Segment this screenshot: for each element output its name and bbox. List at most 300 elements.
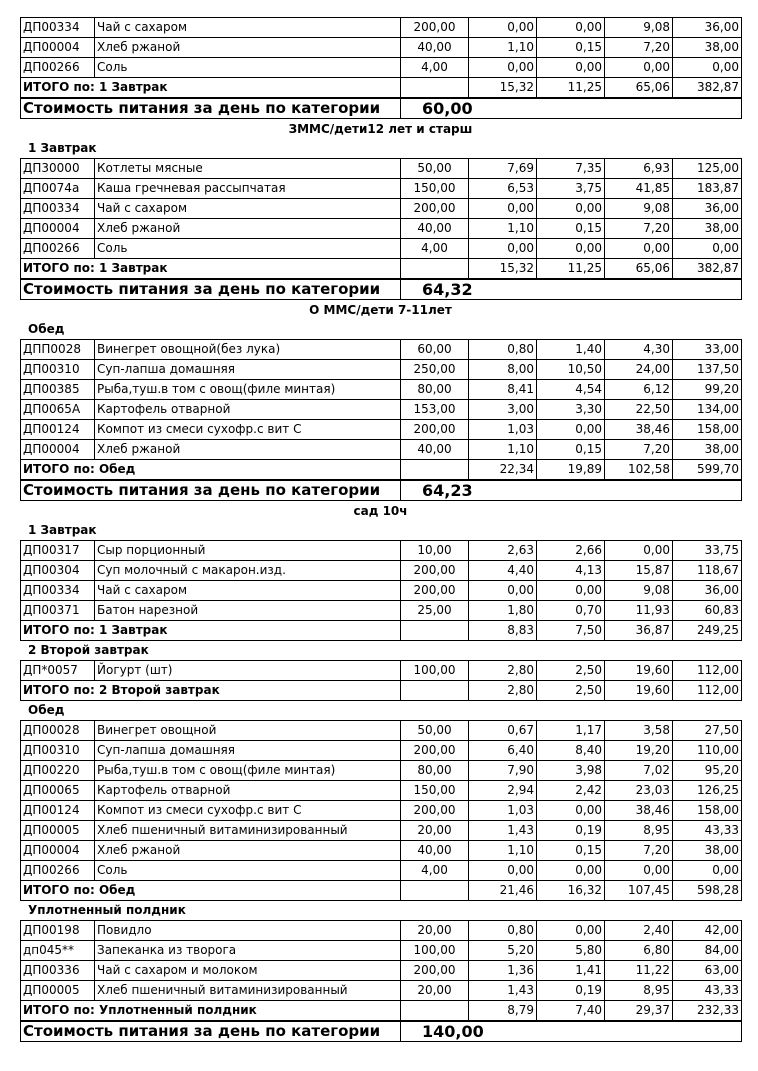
meal-title: Обед [28, 322, 65, 336]
portion-cell: 200,00 [401, 961, 469, 981]
dish-name: Соль [95, 58, 401, 78]
portion-cell: 60,00 [401, 340, 469, 360]
portion-cell: 50,00 [401, 721, 469, 741]
carbs-cell: 6,12 [605, 380, 673, 400]
kcal-cell: 63,00 [673, 961, 742, 981]
category-section [20, 119, 741, 300]
fats-cell: 4,13 [537, 561, 605, 581]
kcal-cell: 43,33 [673, 981, 742, 1001]
fats-cell: 2,42 [537, 781, 605, 801]
portion-cell: 100,00 [401, 661, 469, 681]
kcal-cell: 0,00 [673, 58, 742, 78]
daily-cost-value: 140,00 [401, 1022, 742, 1042]
table-row [21, 440, 742, 460]
table-row [21, 219, 742, 239]
total-carbs: 36,87 [605, 621, 673, 641]
category-section [20, 17, 741, 119]
fats-cell: 5,80 [537, 941, 605, 961]
proteins-cell: 1,80 [469, 601, 537, 621]
dish-code: ДП00004 [21, 841, 95, 861]
carbs-cell: 8,95 [605, 821, 673, 841]
proteins-cell: 2,94 [469, 781, 537, 801]
kcal-cell: 183,87 [673, 179, 742, 199]
meal-title: Уплотненный полдник [28, 903, 186, 917]
portion-cell: 4,00 [401, 58, 469, 78]
fats-cell: 0,00 [537, 199, 605, 219]
total-row [21, 881, 742, 901]
total-carbs: 102,58 [605, 460, 673, 480]
dish-name: Соль [95, 861, 401, 881]
proteins-cell: 2,80 [469, 661, 537, 681]
table-row [21, 18, 742, 38]
carbs-cell: 19,60 [605, 661, 673, 681]
dish-code: ДП*0057 [21, 661, 95, 681]
carbs-cell: 9,08 [605, 18, 673, 38]
fats-cell: 10,50 [537, 360, 605, 380]
carbs-cell: 3,58 [605, 721, 673, 741]
proteins-cell: 1,10 [469, 219, 537, 239]
dish-code: ДП30000 [21, 159, 95, 179]
meal-table [20, 660, 742, 701]
portion-cell: 25,00 [401, 601, 469, 621]
portion-cell: 80,00 [401, 761, 469, 781]
kcal-cell: 60,83 [673, 601, 742, 621]
daily-cost-row [21, 1022, 742, 1042]
fats-cell: 7,35 [537, 159, 605, 179]
daily-cost-value: 60,00 [401, 99, 742, 119]
carbs-cell: 11,93 [605, 601, 673, 621]
portion-cell: 200,00 [401, 420, 469, 440]
meal-title: 1 Завтрак [28, 141, 97, 155]
table-row [21, 581, 742, 601]
portion-cell: 4,00 [401, 861, 469, 881]
dish-name: Чай с сахаром [95, 581, 401, 601]
fats-cell: 0,00 [537, 921, 605, 941]
table-row [21, 841, 742, 861]
carbs-cell: 7,20 [605, 219, 673, 239]
dish-code: дп045** [21, 941, 95, 961]
total-row [21, 681, 742, 701]
meal-title: 1 Завтрак [28, 523, 97, 537]
portion-cell: 80,00 [401, 380, 469, 400]
carbs-cell: 23,03 [605, 781, 673, 801]
kcal-cell: 27,50 [673, 721, 742, 741]
dish-code: ДП00310 [21, 360, 95, 380]
kcal-cell: 38,00 [673, 841, 742, 861]
total-fats: 19,89 [537, 460, 605, 480]
dish-code: ДП00304 [21, 561, 95, 581]
kcal-cell: 36,00 [673, 199, 742, 219]
dish-code: ДПП0028 [21, 340, 95, 360]
fats-cell: 3,30 [537, 400, 605, 420]
kcal-cell: 110,00 [673, 741, 742, 761]
dish-name: Картофель отварной [95, 400, 401, 420]
fats-cell: 0,00 [537, 18, 605, 38]
carbs-cell: 7,20 [605, 841, 673, 861]
kcal-cell: 158,00 [673, 801, 742, 821]
dish-code: ДП00317 [21, 541, 95, 561]
dish-name: Хлеб ржаной [95, 38, 401, 58]
fats-cell: 0,00 [537, 58, 605, 78]
portion-cell: 40,00 [401, 219, 469, 239]
total-portion-empty [401, 881, 469, 901]
proteins-cell: 7,69 [469, 159, 537, 179]
fats-cell: 3,98 [537, 761, 605, 781]
dish-name: Компот из смеси сухофр.с вит С [95, 420, 401, 440]
total-row [21, 259, 742, 279]
dish-code: ДП00336 [21, 961, 95, 981]
total-row [21, 460, 742, 480]
table-row [21, 239, 742, 259]
proteins-cell: 1,03 [469, 801, 537, 821]
table-row [21, 199, 742, 219]
proteins-cell: 0,00 [469, 861, 537, 881]
daily-cost-table [20, 1021, 742, 1042]
fats-cell: 0,00 [537, 581, 605, 601]
fats-cell: 3,75 [537, 179, 605, 199]
dish-name: Хлеб пшеничный витаминизированный [95, 821, 401, 841]
kcal-cell: 112,00 [673, 661, 742, 681]
dish-code: ДП00198 [21, 921, 95, 941]
dish-name: Запеканка из творога [95, 941, 401, 961]
total-kcal: 249,25 [673, 621, 742, 641]
carbs-cell: 0,00 [605, 239, 673, 259]
total-label: ИТОГО по: Обед [21, 460, 401, 480]
dish-name: Хлеб пшеничный витаминизированный [95, 981, 401, 1001]
total-portion-empty [401, 1001, 469, 1021]
carbs-cell: 4,30 [605, 340, 673, 360]
proteins-cell: 1,03 [469, 420, 537, 440]
fats-cell: 0,00 [537, 801, 605, 821]
table-row [21, 360, 742, 380]
table-row [21, 179, 742, 199]
total-row [21, 78, 742, 98]
fats-cell: 0,19 [537, 821, 605, 841]
dish-name: Батон нарезной [95, 601, 401, 621]
daily-cost-label: Стоимость питания за день по категории [21, 1022, 401, 1042]
table-row [21, 961, 742, 981]
fats-cell: 0,00 [537, 420, 605, 440]
category-section [20, 501, 741, 1042]
carbs-cell: 38,46 [605, 420, 673, 440]
portion-cell: 20,00 [401, 821, 469, 841]
kcal-cell: 0,00 [673, 861, 742, 881]
proteins-cell: 0,00 [469, 199, 537, 219]
dish-name: Суп-лапша домашняя [95, 360, 401, 380]
category-title: ЗММС/дети12 лет и старш [288, 122, 473, 136]
table-row [21, 400, 742, 420]
dish-name: Компот из смеси сухофр.с вит С [95, 801, 401, 821]
table-row [21, 721, 742, 741]
carbs-cell: 9,08 [605, 581, 673, 601]
kcal-cell: 36,00 [673, 581, 742, 601]
portion-cell: 50,00 [401, 159, 469, 179]
total-kcal: 382,87 [673, 259, 742, 279]
kcal-cell: 36,00 [673, 18, 742, 38]
carbs-cell: 22,50 [605, 400, 673, 420]
total-fats: 7,50 [537, 621, 605, 641]
carbs-cell: 15,87 [605, 561, 673, 581]
dish-code: ДП00004 [21, 38, 95, 58]
proteins-cell: 1,36 [469, 961, 537, 981]
total-proteins: 21,46 [469, 881, 537, 901]
dish-code: ДП0065А [21, 400, 95, 420]
proteins-cell: 6,40 [469, 741, 537, 761]
table-row [21, 801, 742, 821]
dish-name: Хлеб ржаной [95, 841, 401, 861]
table-row [21, 761, 742, 781]
table-row [21, 661, 742, 681]
kcal-cell: 126,25 [673, 781, 742, 801]
total-kcal: 598,28 [673, 881, 742, 901]
fats-cell: 8,40 [537, 741, 605, 761]
table-row [21, 58, 742, 78]
fats-cell: 1,41 [537, 961, 605, 981]
fats-cell: 0,70 [537, 601, 605, 621]
fats-cell: 0,15 [537, 841, 605, 861]
table-row [21, 159, 742, 179]
portion-cell: 10,00 [401, 541, 469, 561]
carbs-cell: 7,20 [605, 440, 673, 460]
carbs-cell: 0,00 [605, 541, 673, 561]
dish-code: ДП00310 [21, 741, 95, 761]
total-proteins: 15,32 [469, 259, 537, 279]
fats-cell: 0,00 [537, 861, 605, 881]
kcal-cell: 99,20 [673, 380, 742, 400]
total-kcal: 382,87 [673, 78, 742, 98]
dish-name: Чай с сахаром [95, 18, 401, 38]
table-row [21, 741, 742, 761]
dish-name: Сыр порционный [95, 541, 401, 561]
daily-cost-table [20, 279, 742, 300]
table-row [21, 38, 742, 58]
portion-cell: 4,00 [401, 239, 469, 259]
proteins-cell: 0,00 [469, 18, 537, 38]
portion-cell: 200,00 [401, 801, 469, 821]
carbs-cell: 2,40 [605, 921, 673, 941]
carbs-cell: 6,80 [605, 941, 673, 961]
total-portion-empty [401, 259, 469, 279]
total-kcal: 232,33 [673, 1001, 742, 1021]
dish-code: ДП0074а [21, 179, 95, 199]
proteins-cell: 0,80 [469, 921, 537, 941]
carbs-cell: 19,20 [605, 741, 673, 761]
table-row [21, 941, 742, 961]
proteins-cell: 8,00 [469, 360, 537, 380]
portion-cell: 100,00 [401, 941, 469, 961]
portion-cell: 150,00 [401, 179, 469, 199]
dish-name: Чай с сахаром и молоком [95, 961, 401, 981]
table-row [21, 921, 742, 941]
total-fats: 16,32 [537, 881, 605, 901]
kcal-cell: 95,20 [673, 761, 742, 781]
kcal-cell: 84,00 [673, 941, 742, 961]
proteins-cell: 6,53 [469, 179, 537, 199]
category-section [20, 300, 741, 501]
dish-code: ДП00124 [21, 801, 95, 821]
table-row [21, 601, 742, 621]
daily-cost-label: Стоимость питания за день по категории [21, 99, 401, 119]
total-proteins: 22,34 [469, 460, 537, 480]
total-proteins: 8,83 [469, 621, 537, 641]
fats-cell: 1,17 [537, 721, 605, 741]
kcal-cell: 33,00 [673, 340, 742, 360]
daily-cost-row [21, 280, 742, 300]
kcal-cell: 0,00 [673, 239, 742, 259]
dish-code: ДП00004 [21, 219, 95, 239]
dish-name: Чай с сахаром [95, 199, 401, 219]
kcal-cell: 38,00 [673, 219, 742, 239]
meal-table [20, 540, 742, 641]
daily-cost-label: Стоимость питания за день по категории [21, 481, 401, 501]
proteins-cell: 1,10 [469, 841, 537, 861]
proteins-cell: 1,43 [469, 821, 537, 841]
table-row [21, 380, 742, 400]
total-fats: 7,40 [537, 1001, 605, 1021]
carbs-cell: 7,02 [605, 761, 673, 781]
table-row [21, 420, 742, 440]
kcal-cell: 134,00 [673, 400, 742, 420]
carbs-cell: 6,93 [605, 159, 673, 179]
dish-name: Йогурт (шт) [95, 661, 401, 681]
total-carbs: 107,45 [605, 881, 673, 901]
daily-cost-table [20, 480, 742, 501]
dish-code: ДП00334 [21, 199, 95, 219]
total-label: ИТОГО по: 1 Завтрак [21, 78, 401, 98]
proteins-cell: 0,00 [469, 239, 537, 259]
proteins-cell: 0,80 [469, 340, 537, 360]
carbs-cell: 11,22 [605, 961, 673, 981]
dish-code: ДП00005 [21, 981, 95, 1001]
portion-cell: 200,00 [401, 199, 469, 219]
meal-table [20, 158, 742, 279]
carbs-cell: 0,00 [605, 58, 673, 78]
fats-cell: 2,50 [537, 661, 605, 681]
category-title: сад 10ч [353, 504, 408, 518]
carbs-cell: 0,00 [605, 861, 673, 881]
total-fats: 11,25 [537, 78, 605, 98]
carbs-cell: 24,00 [605, 360, 673, 380]
proteins-cell: 1,10 [469, 440, 537, 460]
meal-title: Обед [28, 703, 65, 717]
meal-title: 2 Второй завтрак [28, 643, 149, 657]
dish-code: ДП00220 [21, 761, 95, 781]
proteins-cell: 7,90 [469, 761, 537, 781]
dish-name: Рыба,туш.в том с овощ(филе минтая) [95, 380, 401, 400]
total-portion-empty [401, 460, 469, 480]
table-row [21, 340, 742, 360]
kcal-cell: 38,00 [673, 38, 742, 58]
table-row [21, 981, 742, 1001]
dish-name: Рыба,туш.в том с овощ(филе минтая) [95, 761, 401, 781]
dish-code: ДП00266 [21, 239, 95, 259]
table-row [21, 781, 742, 801]
portion-cell: 200,00 [401, 741, 469, 761]
dish-name: Картофель отварной [95, 781, 401, 801]
dish-name: Винегрет овощной [95, 721, 401, 741]
dish-name: Котлеты мясные [95, 159, 401, 179]
fats-cell: 0,15 [537, 440, 605, 460]
total-portion-empty [401, 681, 469, 701]
kcal-cell: 158,00 [673, 420, 742, 440]
meal-table [20, 920, 742, 1021]
total-label: ИТОГО по: Обед [21, 881, 401, 901]
total-label: ИТОГО по: 1 Завтрак [21, 621, 401, 641]
total-carbs: 65,06 [605, 78, 673, 98]
proteins-cell: 1,43 [469, 981, 537, 1001]
menu-report [20, 17, 741, 1042]
fats-cell: 0,00 [537, 239, 605, 259]
total-carbs: 29,37 [605, 1001, 673, 1021]
proteins-cell: 0,67 [469, 721, 537, 741]
dish-name: Суп-лапша домашняя [95, 741, 401, 761]
total-row [21, 621, 742, 641]
kcal-cell: 137,50 [673, 360, 742, 380]
portion-cell: 250,00 [401, 360, 469, 380]
dish-code: ДП00124 [21, 420, 95, 440]
fats-cell: 1,40 [537, 340, 605, 360]
portion-cell: 153,00 [401, 400, 469, 420]
proteins-cell: 0,00 [469, 58, 537, 78]
daily-cost-value: 64,32 [401, 280, 742, 300]
kcal-cell: 33,75 [673, 541, 742, 561]
dish-code: ДП00065 [21, 781, 95, 801]
dish-code: ДП00334 [21, 581, 95, 601]
total-portion-empty [401, 621, 469, 641]
total-row [21, 1001, 742, 1021]
fats-cell: 2,66 [537, 541, 605, 561]
category-title: О ММС/дети 7-11лет [309, 303, 452, 317]
proteins-cell: 5,20 [469, 941, 537, 961]
daily-cost-row [21, 99, 742, 119]
portion-cell: 150,00 [401, 781, 469, 801]
proteins-cell: 0,00 [469, 581, 537, 601]
dish-code: ДП00266 [21, 861, 95, 881]
dish-code: ДП00004 [21, 440, 95, 460]
proteins-cell: 2,63 [469, 541, 537, 561]
dish-name: Повидло [95, 921, 401, 941]
table-row [21, 861, 742, 881]
daily-cost-table [20, 98, 742, 119]
portion-cell: 40,00 [401, 440, 469, 460]
proteins-cell: 8,41 [469, 380, 537, 400]
carbs-cell: 8,95 [605, 981, 673, 1001]
total-label: ИТОГО по: Уплотненный полдник [21, 1001, 401, 1021]
fats-cell: 0,15 [537, 219, 605, 239]
dish-code: ДП00266 [21, 58, 95, 78]
carbs-cell: 38,46 [605, 801, 673, 821]
portion-cell: 20,00 [401, 981, 469, 1001]
total-label: ИТОГО по: 1 Завтрак [21, 259, 401, 279]
total-proteins: 2,80 [469, 681, 537, 701]
portion-cell: 200,00 [401, 18, 469, 38]
table-row [21, 561, 742, 581]
daily-cost-label: Стоимость питания за день по категории [21, 280, 401, 300]
kcal-cell: 125,00 [673, 159, 742, 179]
dish-name: Хлеб ржаной [95, 219, 401, 239]
proteins-cell: 4,40 [469, 561, 537, 581]
dish-name: Винегрет овощной(без лука) [95, 340, 401, 360]
fats-cell: 4,54 [537, 380, 605, 400]
kcal-cell: 42,00 [673, 921, 742, 941]
dish-name: Суп молочный с макарон.изд. [95, 561, 401, 581]
dish-name: Соль [95, 239, 401, 259]
portion-cell: 40,00 [401, 841, 469, 861]
portion-cell: 200,00 [401, 561, 469, 581]
dish-name: Хлеб ржаной [95, 440, 401, 460]
total-carbs: 65,06 [605, 259, 673, 279]
proteins-cell: 1,10 [469, 38, 537, 58]
